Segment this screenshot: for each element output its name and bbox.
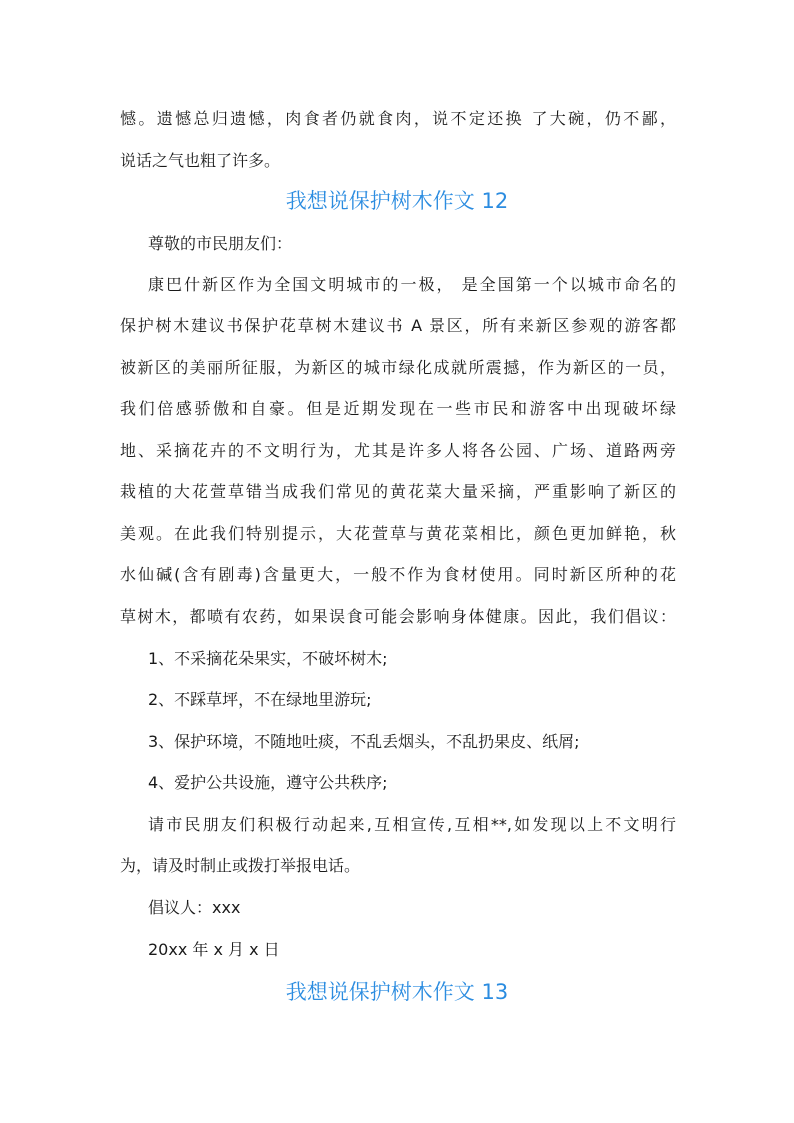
date: 20xx 年 x 月 x 日	[148, 940, 280, 959]
section-13-heading: 我想说保护树木作文 13	[285, 980, 509, 1004]
body-line-9: 草树木，都喷有农药，如果误食可能会影响身体健康。因此，我们倡议：	[120, 607, 676, 626]
greeting: 尊敬的市民朋友们：	[148, 234, 293, 253]
appeal-line-2: 为，请及时制止或拨打举报电话。	[120, 856, 361, 875]
body-line-2: 保护树木建议书保护花草树木建议书 A 景区，所有来新区参观的游客都	[120, 316, 676, 335]
body-line-1: 康巴什新区作为全国文明城市的一极， 是全国第一个以城市命名的	[148, 275, 676, 294]
appeal-line-1: 请市民朋友们积极行动起来,互相宣传,互相**,如发现以上不文明行	[148, 815, 676, 834]
body-line-7: 美观。在此我们特别提示，大花萱草与黄花菜相比，颜色更加鲜艳，秋	[120, 524, 676, 543]
body-line-8: 水仙碱(含有剧毒)含量更大，一般不作为食材使用。同时新区所种的花	[120, 565, 676, 584]
body-line-5: 地、采摘花卉的不文明行为，尤其是许多人将各公园、广场、道路两旁	[120, 441, 676, 460]
body-line-4: 我们倍感骄傲和自豪。但是近期发现在一些市民和游客中出现破坏绿	[120, 399, 676, 418]
proposal-item-1: 1、不采摘花朵果实，不破坏树木;	[148, 649, 388, 668]
proposal-item-4: 4、爱护公共设施，遵守公共秩序;	[148, 773, 388, 792]
signer: 倡议人：xxx	[148, 898, 241, 917]
body-line-3: 被新区的美丽所征服，为新区的城市绿化成就所震撼，作为新区的一员，	[120, 358, 676, 377]
proposal-item-2: 2、不踩草坪，不在绿地里游玩;	[148, 690, 372, 709]
section-12-heading: 我想说保护树木作文 12	[285, 189, 509, 213]
body-line-6: 栽植的大花萱草错当成我们常见的黄花菜大量采摘，严重影响了新区的	[120, 482, 676, 501]
proposal-item-3: 3、保护环境，不随地吐痰，不乱丢烟头，不乱扔果皮、纸屑;	[148, 732, 580, 751]
intro-line-2: 说话之气也粗了许多。	[120, 151, 281, 170]
intro-line-1: 憾。遗憾总归遗憾，肉食者仍就食肉，说不定还换 了大碗，仍不鄙，	[120, 109, 676, 128]
